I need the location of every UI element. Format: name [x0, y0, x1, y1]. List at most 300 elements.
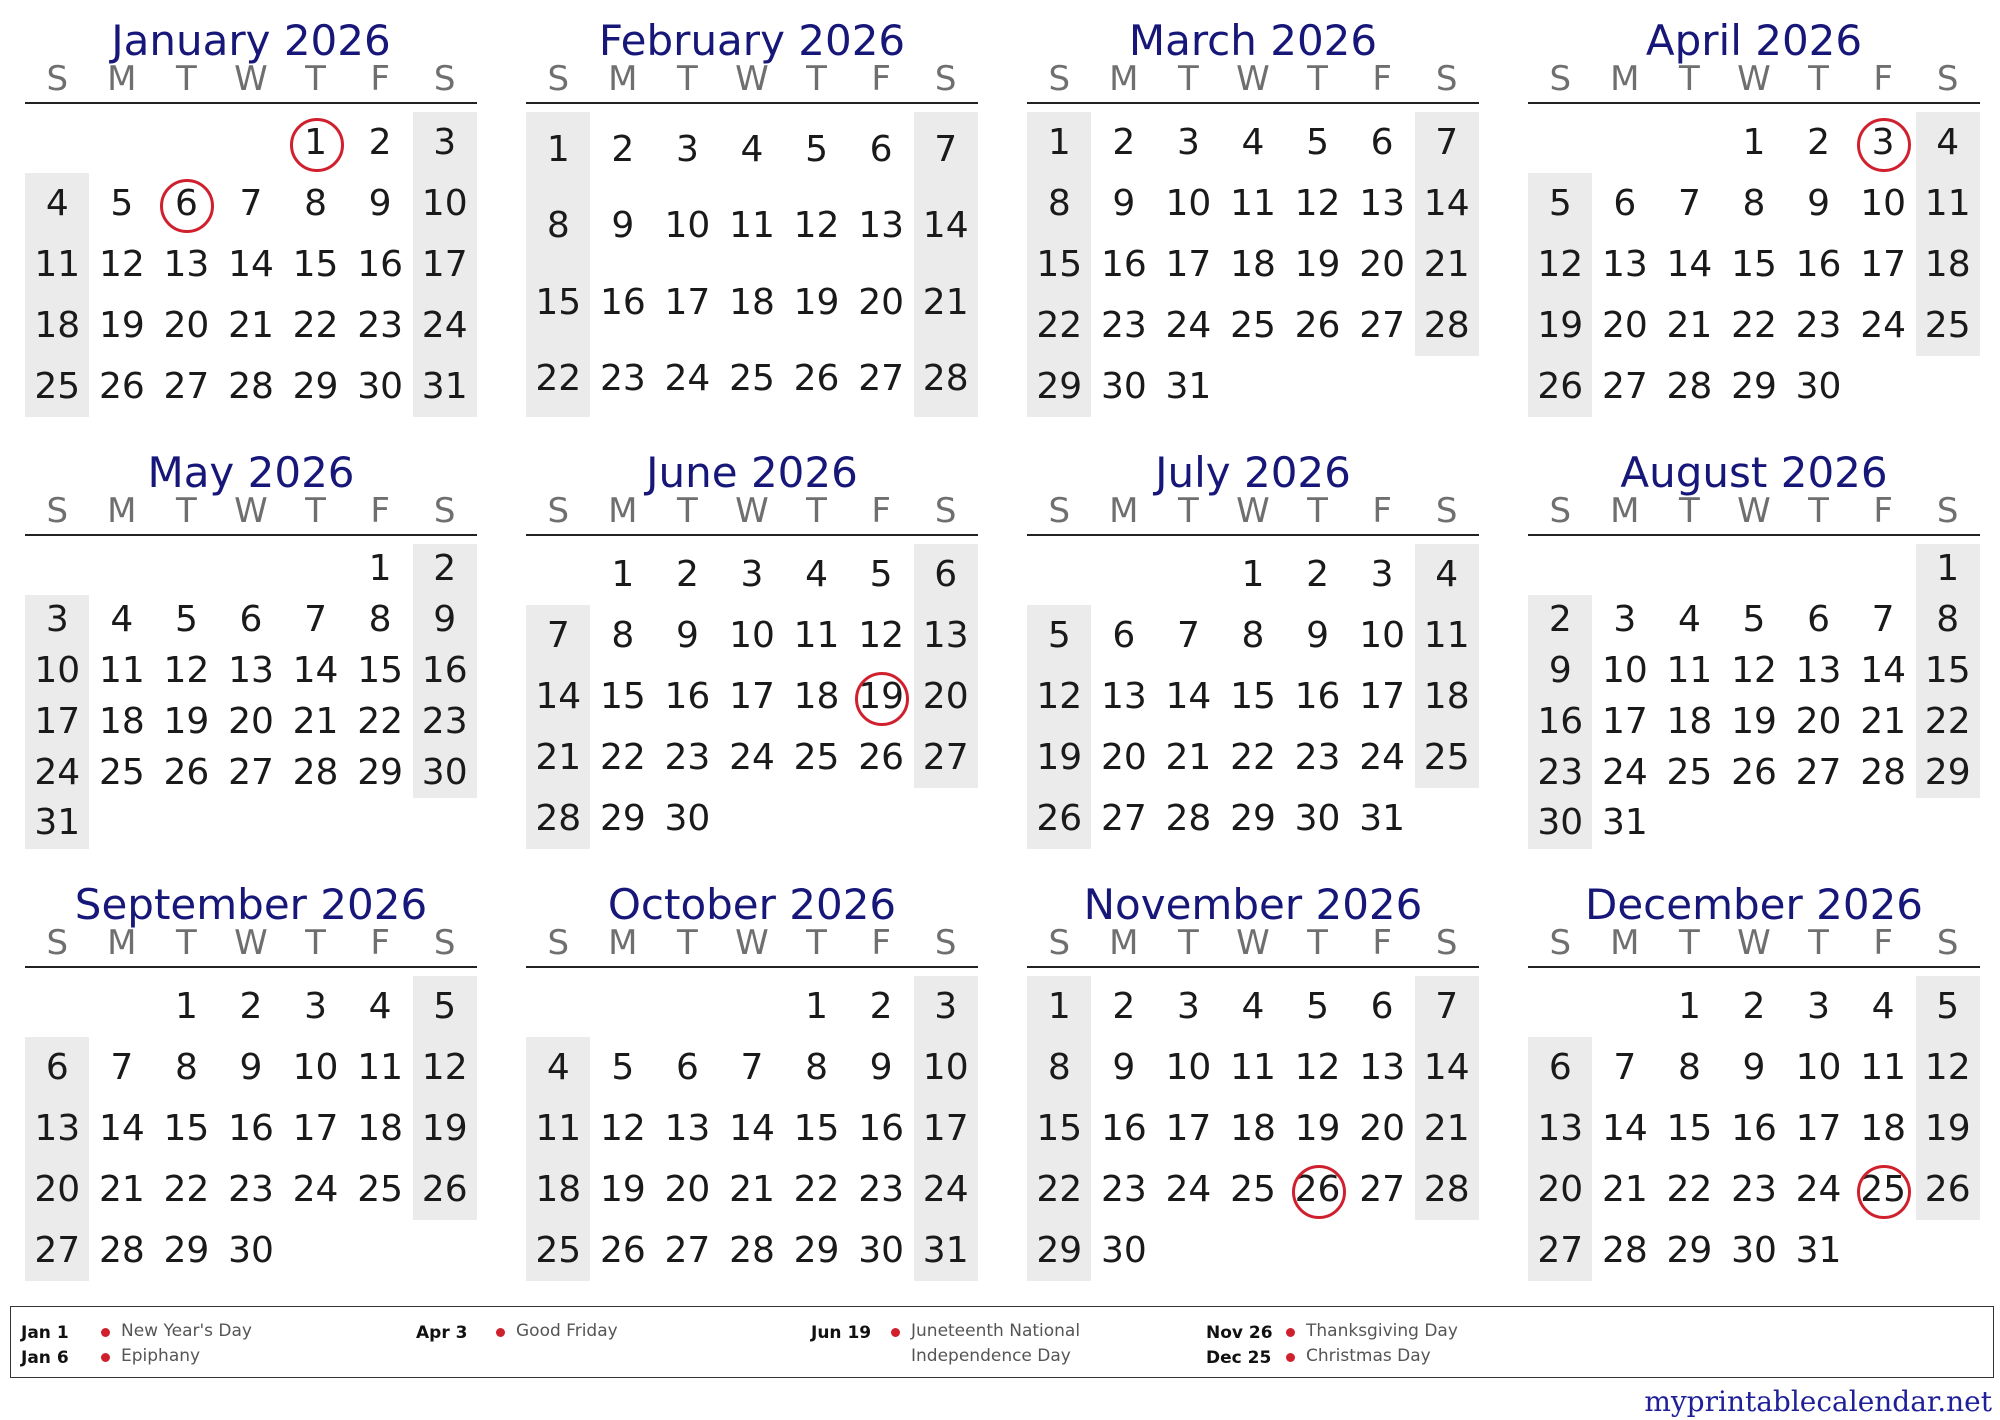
day-cell[interactable] — [283, 295, 348, 356]
day-cell[interactable] — [1593, 1220, 1658, 1281]
day-cell[interactable] — [1285, 1037, 1350, 1098]
day-cell[interactable] — [913, 1159, 978, 1220]
day-cell[interactable] — [1722, 1037, 1787, 1098]
day-cell[interactable] — [283, 1159, 348, 1220]
day-cell[interactable] — [25, 1098, 90, 1159]
day-cell[interactable] — [1027, 356, 1092, 417]
day-cell[interactable] — [1528, 798, 1593, 849]
day-cell[interactable] — [1350, 1159, 1415, 1220]
day-cell[interactable] — [1528, 173, 1593, 234]
day-cell[interactable] — [655, 605, 720, 666]
day-cell[interactable] — [1786, 595, 1851, 646]
day-cell[interactable] — [348, 1159, 413, 1220]
day-cell[interactable] — [1414, 295, 1479, 356]
day-cell[interactable] — [1722, 595, 1787, 646]
day-cell[interactable] — [1350, 112, 1415, 173]
day-cell[interactable] — [1528, 1037, 1593, 1098]
day-cell[interactable] — [849, 341, 914, 417]
day-cell[interactable] — [1851, 646, 1916, 697]
day-cell[interactable] — [1027, 173, 1092, 234]
day-cell[interactable] — [1722, 1159, 1787, 1220]
day-cell[interactable] — [720, 666, 785, 727]
day-cell[interactable] — [591, 188, 656, 264]
day-cell[interactable] — [1528, 646, 1593, 697]
day-cell[interactable] — [591, 1220, 656, 1281]
day-cell[interactable] — [1786, 1098, 1851, 1159]
day-cell[interactable] — [849, 605, 914, 666]
day-cell[interactable] — [1786, 1037, 1851, 1098]
day-cell[interactable] — [1528, 295, 1593, 356]
day-cell[interactable] — [1915, 696, 1980, 747]
day-cell[interactable] — [283, 234, 348, 295]
day-cell[interactable] — [1285, 605, 1350, 666]
day-cell[interactable] — [1350, 1037, 1415, 1098]
day-cell[interactable] — [1092, 727, 1157, 788]
day-cell[interactable] — [1528, 234, 1593, 295]
day-cell[interactable] — [219, 747, 284, 798]
day-cell[interactable] — [412, 1159, 477, 1220]
day-cell[interactable] — [849, 1220, 914, 1281]
day-cell[interactable] — [1285, 976, 1350, 1037]
day-cell[interactable] — [90, 1220, 155, 1281]
day-cell[interactable] — [1786, 1159, 1851, 1220]
day-cell[interactable] — [1221, 544, 1286, 605]
day-cell[interactable] — [526, 666, 591, 727]
day-cell[interactable] — [1414, 1037, 1479, 1098]
day-cell[interactable] — [348, 1098, 413, 1159]
day-cell[interactable] — [1528, 1220, 1593, 1281]
day-cell[interactable] — [913, 976, 978, 1037]
day-cell[interactable] — [154, 976, 219, 1037]
day-cell[interactable] — [348, 595, 413, 646]
day-cell[interactable] — [219, 173, 284, 234]
day-cell[interactable] — [1593, 1098, 1658, 1159]
day-cell[interactable] — [154, 696, 219, 747]
day-cell[interactable] — [720, 1159, 785, 1220]
day-cell[interactable] — [1722, 696, 1787, 747]
day-cell[interactable] — [283, 646, 348, 697]
day-cell[interactable] — [90, 295, 155, 356]
day-cell[interactable] — [25, 356, 90, 417]
day-cell[interactable] — [1657, 234, 1722, 295]
day-cell[interactable] — [412, 295, 477, 356]
site-watermark[interactable]: myprintablecalendar.net — [1644, 1385, 1992, 1418]
day-cell[interactable] — [219, 1159, 284, 1220]
day-cell[interactable] — [1350, 295, 1415, 356]
day-cell[interactable] — [1221, 1098, 1286, 1159]
day-cell[interactable] — [25, 1159, 90, 1220]
day-cell[interactable] — [90, 1159, 155, 1220]
day-cell[interactable] — [913, 341, 978, 417]
day-cell[interactable] — [348, 1037, 413, 1098]
day-cell[interactable] — [1786, 356, 1851, 417]
day-cell[interactable] — [1027, 727, 1092, 788]
day-cell[interactable] — [348, 646, 413, 697]
day-cell[interactable] — [720, 605, 785, 666]
day-cell[interactable] — [412, 112, 477, 173]
day-cell[interactable] — [1156, 295, 1221, 356]
day-cell[interactable] — [1528, 595, 1593, 646]
day-cell[interactable] — [655, 666, 720, 727]
day-cell[interactable] — [219, 976, 284, 1037]
day-cell[interactable] — [1027, 605, 1092, 666]
day-cell[interactable] — [1414, 544, 1479, 605]
day-cell[interactable] — [526, 1159, 591, 1220]
day-cell[interactable] — [655, 341, 720, 417]
day-cell[interactable] — [1915, 112, 1980, 173]
day-cell[interactable] — [1915, 646, 1980, 697]
day-cell[interactable] — [25, 646, 90, 697]
day-cell[interactable] — [219, 595, 284, 646]
day-cell[interactable] — [655, 265, 720, 341]
day-cell[interactable] — [1221, 112, 1286, 173]
day-cell[interactable] — [784, 976, 849, 1037]
day-cell[interactable] — [1915, 234, 1980, 295]
day-cell[interactable] — [1722, 356, 1787, 417]
day-cell[interactable] — [655, 112, 720, 188]
day-cell[interactable] — [849, 1037, 914, 1098]
day-cell[interactable] — [90, 696, 155, 747]
day-cell[interactable] — [154, 1220, 219, 1281]
day-cell[interactable] — [913, 666, 978, 727]
day-cell[interactable] — [412, 595, 477, 646]
day-cell[interactable] — [1657, 1159, 1722, 1220]
day-cell[interactable] — [412, 696, 477, 747]
day-cell[interactable] — [1528, 1098, 1593, 1159]
day-cell[interactable] — [720, 727, 785, 788]
day-cell[interactable] — [720, 112, 785, 188]
day-cell[interactable] — [1657, 1037, 1722, 1098]
day-cell[interactable] — [348, 747, 413, 798]
day-cell[interactable] — [1092, 173, 1157, 234]
day-cell[interactable] — [1851, 976, 1916, 1037]
day-cell[interactable] — [1414, 727, 1479, 788]
day-cell[interactable] — [849, 112, 914, 188]
day-cell[interactable] — [1027, 788, 1092, 849]
day-cell[interactable] — [1786, 234, 1851, 295]
day-cell[interactable] — [25, 1220, 90, 1281]
day-cell[interactable] — [348, 234, 413, 295]
day-cell[interactable] — [1285, 727, 1350, 788]
day-cell[interactable] — [154, 1098, 219, 1159]
day-cell[interactable] — [655, 788, 720, 849]
day-cell[interactable] — [1092, 1037, 1157, 1098]
day-cell[interactable] — [849, 1098, 914, 1159]
day-cell[interactable] — [1414, 173, 1479, 234]
day-cell[interactable] — [913, 605, 978, 666]
day-cell[interactable] — [784, 605, 849, 666]
day-cell[interactable] — [412, 173, 477, 234]
day-cell[interactable] — [1221, 1037, 1286, 1098]
day-cell[interactable] — [1851, 234, 1916, 295]
day-cell[interactable] — [219, 1037, 284, 1098]
day-cell[interactable] — [25, 173, 90, 234]
day-cell[interactable] — [154, 295, 219, 356]
day-cell[interactable] — [412, 356, 477, 417]
day-cell[interactable] — [1786, 747, 1851, 798]
day-cell[interactable] — [219, 646, 284, 697]
day-cell[interactable] — [1350, 544, 1415, 605]
day-cell[interactable] — [655, 188, 720, 264]
day-cell[interactable] — [1414, 666, 1479, 727]
day-cell[interactable] — [348, 112, 413, 173]
day-cell[interactable] — [283, 747, 348, 798]
day-cell[interactable] — [1915, 1159, 1980, 1220]
day-cell[interactable] — [1593, 1037, 1658, 1098]
day-cell[interactable] — [1156, 605, 1221, 666]
day-cell[interactable] — [283, 696, 348, 747]
day-cell[interactable] — [1350, 173, 1415, 234]
day-cell[interactable] — [154, 356, 219, 417]
day-cell[interactable] — [1851, 696, 1916, 747]
day-cell[interactable] — [25, 747, 90, 798]
day-cell[interactable] — [1027, 112, 1092, 173]
day-cell[interactable] — [1156, 1037, 1221, 1098]
day-cell[interactable] — [1414, 234, 1479, 295]
day-cell[interactable] — [1722, 295, 1787, 356]
day-cell[interactable] — [25, 295, 90, 356]
day-cell[interactable] — [1657, 356, 1722, 417]
day-cell[interactable] — [849, 188, 914, 264]
day-cell[interactable] — [1285, 234, 1350, 295]
day-cell[interactable] — [1156, 234, 1221, 295]
day-cell[interactable] — [1722, 976, 1787, 1037]
day-cell[interactable] — [154, 747, 219, 798]
day-cell[interactable] — [655, 1220, 720, 1281]
day-cell[interactable] — [1092, 605, 1157, 666]
day-cell[interactable] — [154, 595, 219, 646]
day-cell[interactable] — [1851, 1098, 1916, 1159]
day-cell[interactable] — [1285, 788, 1350, 849]
day-cell[interactable] — [1722, 747, 1787, 798]
day-cell[interactable] — [655, 1159, 720, 1220]
day-cell[interactable] — [25, 595, 90, 646]
day-cell[interactable] — [1851, 295, 1916, 356]
day-cell[interactable] — [591, 727, 656, 788]
day-cell[interactable] — [526, 265, 591, 341]
day-cell[interactable] — [1915, 295, 1980, 356]
day-cell[interactable] — [1156, 112, 1221, 173]
day-cell[interactable] — [1593, 798, 1658, 849]
day-cell[interactable] — [1350, 788, 1415, 849]
day-cell[interactable] — [1657, 295, 1722, 356]
day-cell[interactable] — [1851, 747, 1916, 798]
day-cell[interactable] — [591, 605, 656, 666]
day-cell[interactable] — [219, 1220, 284, 1281]
day-cell[interactable] — [1027, 976, 1092, 1037]
day-cell[interactable] — [219, 696, 284, 747]
day-cell[interactable] — [913, 1037, 978, 1098]
day-cell[interactable] — [1221, 788, 1286, 849]
day-cell[interactable] — [591, 112, 656, 188]
day-cell[interactable] — [591, 788, 656, 849]
day-cell[interactable] — [526, 727, 591, 788]
day-cell[interactable] — [25, 1037, 90, 1098]
day-cell[interactable] — [1915, 1098, 1980, 1159]
day-cell[interactable] — [90, 1037, 155, 1098]
day-cell[interactable] — [784, 112, 849, 188]
day-cell[interactable] — [219, 1098, 284, 1159]
day-cell[interactable] — [1285, 1098, 1350, 1159]
day-cell[interactable] — [1657, 595, 1722, 646]
day-cell[interactable] — [1414, 976, 1479, 1037]
day-cell[interactable] — [1915, 1037, 1980, 1098]
day-cell[interactable] — [1593, 173, 1658, 234]
day-cell[interactable] — [849, 544, 914, 605]
day-cell[interactable] — [1593, 747, 1658, 798]
day-cell[interactable] — [1786, 696, 1851, 747]
day-cell[interactable] — [1156, 666, 1221, 727]
day-cell[interactable] — [283, 1098, 348, 1159]
day-cell[interactable] — [1221, 234, 1286, 295]
day-cell[interactable] — [1851, 112, 1916, 173]
day-cell[interactable] — [1414, 1098, 1479, 1159]
day-cell[interactable] — [1092, 1159, 1157, 1220]
day-cell[interactable] — [1027, 1220, 1092, 1281]
day-cell[interactable] — [1092, 295, 1157, 356]
day-cell[interactable] — [591, 1098, 656, 1159]
day-cell[interactable] — [348, 356, 413, 417]
day-cell[interactable] — [1786, 295, 1851, 356]
day-cell[interactable] — [1221, 666, 1286, 727]
day-cell[interactable] — [1915, 595, 1980, 646]
day-cell[interactable] — [1786, 646, 1851, 697]
day-cell[interactable] — [90, 646, 155, 697]
day-cell[interactable] — [1657, 173, 1722, 234]
day-cell[interactable] — [1350, 666, 1415, 727]
day-cell[interactable] — [1657, 646, 1722, 697]
day-cell[interactable] — [784, 1037, 849, 1098]
day-cell[interactable] — [1722, 1098, 1787, 1159]
day-cell[interactable] — [784, 666, 849, 727]
day-cell[interactable] — [1092, 1220, 1157, 1281]
day-cell[interactable] — [1156, 727, 1221, 788]
day-cell[interactable] — [1851, 1037, 1916, 1098]
day-cell[interactable] — [784, 341, 849, 417]
day-cell[interactable] — [526, 605, 591, 666]
day-cell[interactable] — [348, 976, 413, 1037]
day-cell[interactable] — [849, 976, 914, 1037]
day-cell[interactable] — [1851, 595, 1916, 646]
day-cell[interactable] — [1221, 173, 1286, 234]
day-cell[interactable] — [154, 1159, 219, 1220]
day-cell[interactable] — [1027, 666, 1092, 727]
day-cell[interactable] — [1593, 295, 1658, 356]
day-cell[interactable] — [784, 265, 849, 341]
day-cell[interactable] — [1350, 234, 1415, 295]
day-cell[interactable] — [1092, 666, 1157, 727]
day-cell[interactable] — [25, 696, 90, 747]
day-cell[interactable] — [348, 696, 413, 747]
day-cell[interactable] — [1285, 666, 1350, 727]
day-cell[interactable] — [1528, 1159, 1593, 1220]
day-cell[interactable] — [1593, 234, 1658, 295]
day-cell[interactable] — [526, 188, 591, 264]
day-cell[interactable] — [348, 173, 413, 234]
day-cell[interactable] — [1285, 173, 1350, 234]
day-cell[interactable] — [1657, 1098, 1722, 1159]
day-cell[interactable] — [591, 666, 656, 727]
day-cell[interactable] — [1092, 234, 1157, 295]
day-cell[interactable] — [720, 544, 785, 605]
day-cell[interactable] — [1156, 976, 1221, 1037]
day-cell[interactable] — [1092, 356, 1157, 417]
day-cell[interactable] — [913, 1220, 978, 1281]
day-cell[interactable] — [1593, 646, 1658, 697]
day-cell[interactable] — [154, 646, 219, 697]
day-cell[interactable] — [1092, 976, 1157, 1037]
day-cell[interactable] — [1786, 112, 1851, 173]
day-cell[interactable] — [283, 112, 348, 173]
day-cell[interactable] — [1221, 295, 1286, 356]
day-cell[interactable] — [526, 112, 591, 188]
day-cell[interactable] — [1027, 1098, 1092, 1159]
day-cell[interactable] — [655, 727, 720, 788]
day-cell[interactable] — [90, 356, 155, 417]
day-cell[interactable] — [1851, 1159, 1916, 1220]
day-cell[interactable] — [283, 595, 348, 646]
day-cell[interactable] — [784, 1159, 849, 1220]
day-cell[interactable] — [1156, 356, 1221, 417]
day-cell[interactable] — [348, 295, 413, 356]
day-cell[interactable] — [720, 1220, 785, 1281]
day-cell[interactable] — [1657, 976, 1722, 1037]
day-cell[interactable] — [348, 544, 413, 595]
day-cell[interactable] — [591, 544, 656, 605]
day-cell[interactable] — [154, 234, 219, 295]
day-cell[interactable] — [412, 1098, 477, 1159]
day-cell[interactable] — [849, 666, 914, 727]
day-cell[interactable] — [913, 265, 978, 341]
day-cell[interactable] — [1027, 1159, 1092, 1220]
day-cell[interactable] — [412, 1037, 477, 1098]
day-cell[interactable] — [720, 1037, 785, 1098]
day-cell[interactable] — [1722, 173, 1787, 234]
day-cell[interactable] — [526, 341, 591, 417]
day-cell[interactable] — [1221, 976, 1286, 1037]
day-cell[interactable] — [1027, 234, 1092, 295]
day-cell[interactable] — [1593, 595, 1658, 646]
day-cell[interactable] — [526, 1098, 591, 1159]
day-cell[interactable] — [219, 234, 284, 295]
day-cell[interactable] — [526, 1220, 591, 1281]
day-cell[interactable] — [1414, 112, 1479, 173]
day-cell[interactable] — [1092, 112, 1157, 173]
day-cell[interactable] — [1528, 696, 1593, 747]
day-cell[interactable] — [1221, 1159, 1286, 1220]
day-cell[interactable] — [720, 188, 785, 264]
day-cell[interactable] — [1350, 976, 1415, 1037]
day-cell[interactable] — [655, 1098, 720, 1159]
day-cell[interactable] — [720, 265, 785, 341]
day-cell[interactable] — [1221, 727, 1286, 788]
day-cell[interactable] — [1221, 605, 1286, 666]
day-cell[interactable] — [913, 188, 978, 264]
day-cell[interactable] — [591, 1037, 656, 1098]
day-cell[interactable] — [1027, 295, 1092, 356]
day-cell[interactable] — [1156, 788, 1221, 849]
day-cell[interactable] — [1722, 234, 1787, 295]
day-cell[interactable] — [1027, 1037, 1092, 1098]
day-cell[interactable] — [1414, 1159, 1479, 1220]
day-cell[interactable] — [90, 747, 155, 798]
day-cell[interactable] — [1092, 788, 1157, 849]
day-cell[interactable] — [412, 976, 477, 1037]
day-cell[interactable] — [219, 295, 284, 356]
day-cell[interactable] — [1851, 173, 1916, 234]
day-cell[interactable] — [591, 265, 656, 341]
day-cell[interactable] — [1593, 356, 1658, 417]
